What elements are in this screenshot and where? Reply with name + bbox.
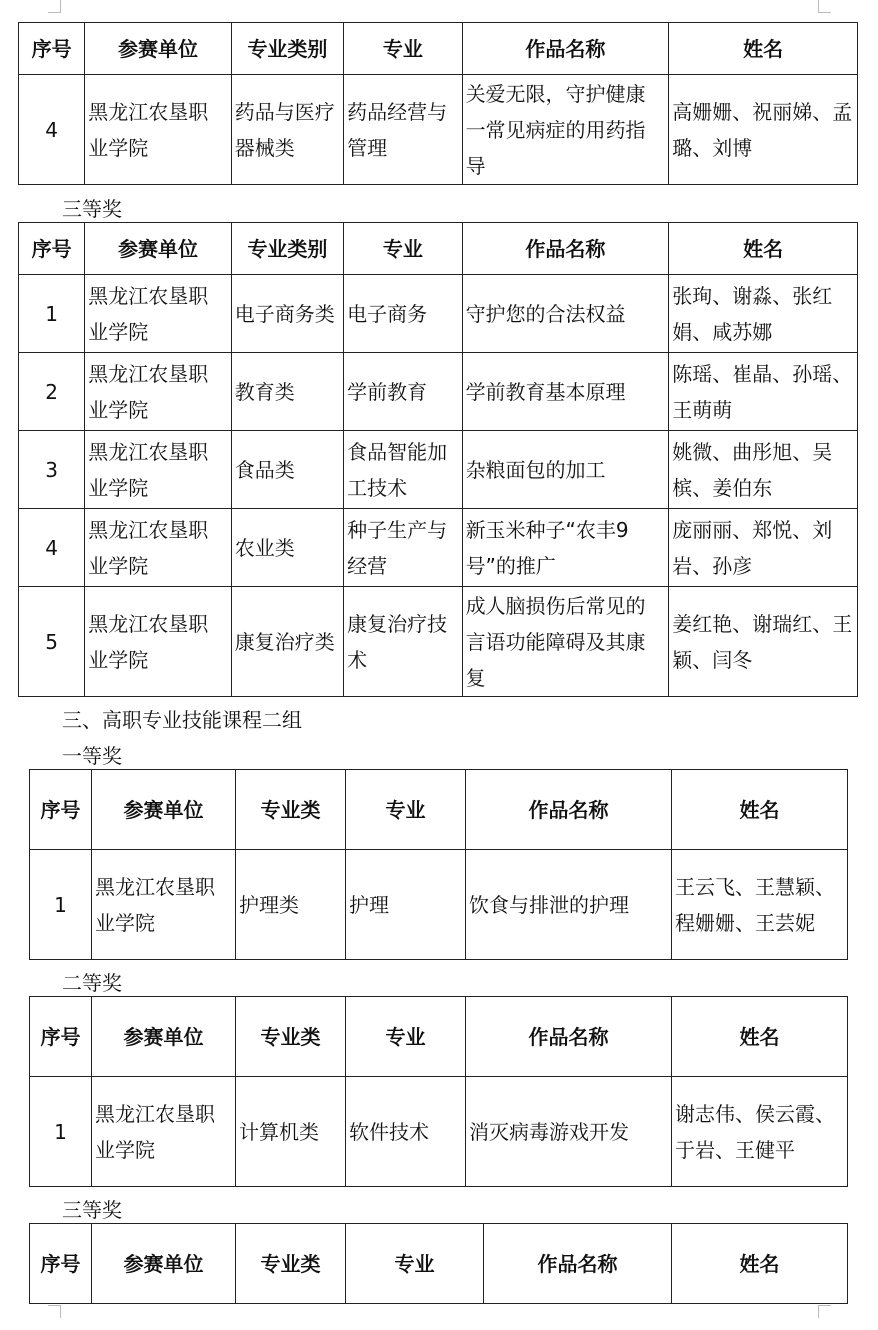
third-prize-label: 三等奖	[62, 197, 122, 221]
cell-work: 杂粮面包的加工	[462, 431, 669, 509]
header-unit: 参赛单位	[92, 997, 236, 1077]
header-category: 专业类	[236, 770, 346, 850]
cell-no: 1	[30, 850, 92, 960]
cell-work: 消灭病毒游戏开发	[466, 1077, 672, 1187]
header-major: 专业	[346, 770, 466, 850]
header-no: 序号	[19, 23, 85, 75]
award-table-group2-second-prize	[29, 996, 848, 1187]
table-header-row	[19, 23, 858, 75]
award-table-group1-second-prize-continued	[18, 22, 858, 185]
table-header-row	[19, 223, 858, 275]
cell-work: 新玉米种子“农丰9号”的推广	[462, 509, 669, 587]
header-no: 序号	[30, 1224, 92, 1304]
header-no: 序号	[30, 770, 92, 850]
cell-names: 庞丽丽、郑悦、刘岩、孙彦	[669, 509, 858, 587]
header-names: 姓名	[672, 1224, 848, 1304]
header-names: 姓名	[672, 997, 848, 1077]
cell-names: 张珣、谢淼、张红娟、咸苏娜	[669, 275, 858, 353]
cell-major: 种子生产与经营	[344, 509, 462, 587]
table-row	[19, 509, 858, 587]
header-no: 序号	[19, 223, 85, 275]
corner-mark-top-left	[48, 0, 61, 13]
header-unit: 参赛单位	[92, 770, 236, 850]
cell-names: 姚微、曲彤旭、吴槟、姜伯东	[669, 431, 858, 509]
header-major: 专业	[344, 23, 462, 75]
cell-major: 康复治疗技术	[344, 587, 462, 697]
header-work: 作品名称	[462, 223, 669, 275]
cell-work: 关爱无限，守护健康一常见病症的用药指导	[462, 75, 669, 185]
table-header-row	[30, 1224, 848, 1304]
cell-no: 4	[19, 509, 85, 587]
cell-no: 1	[30, 1077, 92, 1187]
table-row	[19, 75, 858, 185]
cell-category: 康复治疗类	[231, 587, 343, 697]
header-category: 专业类	[236, 997, 346, 1077]
table-header-row	[30, 997, 848, 1077]
award-table-group2-first-prize	[29, 769, 848, 960]
cell-major: 药品经营与管理	[344, 75, 462, 185]
corner-mark-bottom-right	[818, 1305, 831, 1318]
third-prize-label-group2: 三等奖	[62, 1198, 122, 1222]
cell-unit: 黑龙江农垦职业学院	[85, 587, 232, 697]
cell-work: 成人脑损伤后常见的言语功能障碍及其康复	[462, 587, 669, 697]
header-major: 专业	[344, 223, 462, 275]
header-unit: 参赛单位	[85, 223, 232, 275]
cell-no: 1	[19, 275, 85, 353]
cell-no: 3	[19, 431, 85, 509]
header-work: 作品名称	[484, 1224, 672, 1304]
cell-category: 教育类	[231, 353, 343, 431]
cell-unit: 黑龙江农垦职业学院	[85, 353, 232, 431]
table-header-row	[30, 770, 848, 850]
cell-major: 电子商务	[344, 275, 462, 353]
cell-unit: 黑龙江农垦职业学院	[92, 850, 236, 960]
cell-unit: 黑龙江农垦职业学院	[85, 431, 232, 509]
header-no: 序号	[30, 997, 92, 1077]
cell-work: 守护您的合法权益	[462, 275, 669, 353]
header-work: 作品名称	[462, 23, 669, 75]
header-unit: 参赛单位	[92, 1224, 236, 1304]
cell-major: 软件技术	[346, 1077, 466, 1187]
first-prize-label: 一等奖	[62, 744, 122, 768]
cell-work: 饮食与排泄的护理	[466, 850, 672, 960]
header-major: 专业	[346, 1224, 484, 1304]
corner-mark-bottom-left	[48, 1305, 61, 1318]
section-title: 三、高职专业技能课程二组	[62, 708, 302, 732]
cell-category: 农业类	[231, 509, 343, 587]
second-prize-label: 二等奖	[62, 971, 122, 995]
table-row	[30, 850, 848, 960]
header-unit: 参赛单位	[85, 23, 232, 75]
cell-names: 姜红艳、谢瑞红、王颖、闫冬	[669, 587, 858, 697]
cell-names: 高姗姗、祝丽娣、孟璐、刘博	[669, 75, 858, 185]
table-row	[19, 431, 858, 509]
cell-category: 护理类	[236, 850, 346, 960]
cell-no: 2	[19, 353, 85, 431]
header-category: 专业类别	[231, 23, 343, 75]
header-work: 作品名称	[466, 997, 672, 1077]
table-row	[19, 353, 858, 431]
cell-major: 学前教育	[344, 353, 462, 431]
table-row	[19, 275, 858, 353]
cell-work: 学前教育基本原理	[462, 353, 669, 431]
cell-no: 5	[19, 587, 85, 697]
cell-category: 食品类	[231, 431, 343, 509]
cell-category: 药品与医疗器械类	[231, 75, 343, 185]
header-category: 专业类别	[231, 223, 343, 275]
header-major: 专业	[346, 997, 466, 1077]
cell-unit: 黑龙江农垦职业学院	[92, 1077, 236, 1187]
award-table-group1-third-prize	[18, 222, 858, 697]
cell-names: 王云飞、王慧颖、程姗姗、王芸妮	[672, 850, 848, 960]
cell-names: 陈瑶、崔晶、孙瑶、王萌萌	[669, 353, 858, 431]
cell-unit: 黑龙江农垦职业学院	[85, 509, 232, 587]
table-row	[30, 1077, 848, 1187]
cell-names: 谢志伟、侯云霞、于岩、王健平	[672, 1077, 848, 1187]
award-table-group2-third-prize	[29, 1223, 848, 1304]
cell-unit: 黑龙江农垦职业学院	[85, 75, 232, 185]
cell-unit: 黑龙江农垦职业学院	[85, 275, 232, 353]
header-names: 姓名	[672, 770, 848, 850]
header-names: 姓名	[669, 23, 858, 75]
header-category: 专业类	[236, 1224, 346, 1304]
table-row	[19, 587, 858, 697]
cell-category: 电子商务类	[231, 275, 343, 353]
cell-no: 4	[19, 75, 85, 185]
cell-major: 护理	[346, 850, 466, 960]
cell-major: 食品智能加工技术	[344, 431, 462, 509]
cell-category: 计算机类	[236, 1077, 346, 1187]
header-work: 作品名称	[466, 770, 672, 850]
header-names: 姓名	[669, 223, 858, 275]
corner-mark-top-right	[818, 0, 831, 13]
